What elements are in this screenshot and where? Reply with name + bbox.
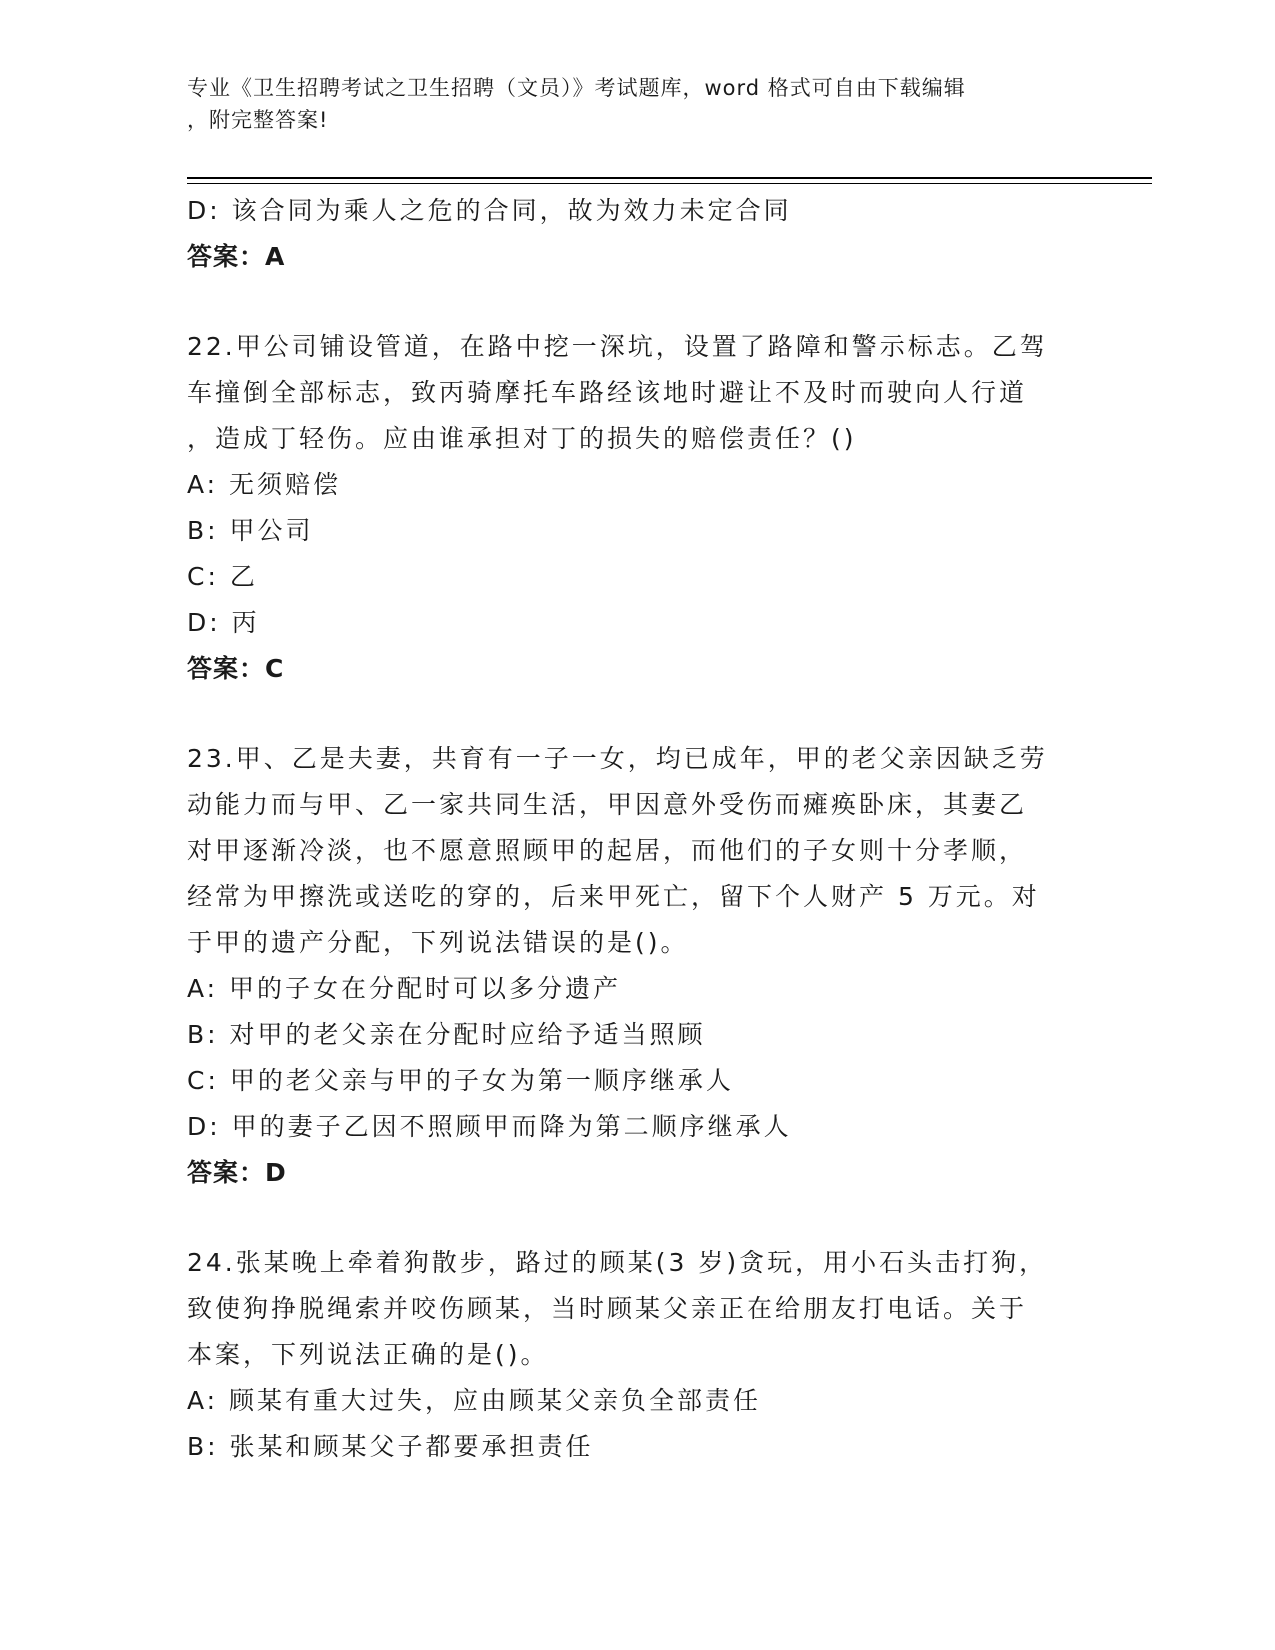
option-a: A: 顾某有重大过失，应由顾某父亲负全部责任 [187, 1386, 762, 1415]
question-text-line: 于甲的遗产分配，下列说法错误的是()。 [187, 928, 689, 957]
option-d: D: 该合同为乘人之危的合同，故为效力未定合同 [187, 196, 792, 225]
spacer [187, 692, 1087, 736]
question-text-line: 23.甲、乙是夫妻，共育有一子一女，均已成年，甲的老父亲因缺乏劳 [187, 744, 1048, 773]
document-header [187, 72, 1087, 136]
question-22 [187, 324, 1087, 692]
question-text-line: 24.张某晚上牵着狗散步，路过的顾某(3 岁)贪玩，用小石头击打狗， [187, 1248, 1048, 1277]
option-b: B: 对甲的老父亲在分配时应给予适当照顾 [187, 1020, 706, 1049]
question-text-line: 车撞倒全部标志，致丙骑摩托车路经该地时避让不及时而驶向人行道 [187, 378, 1028, 407]
question-text-line: ，造成丁轻伤。应由谁承担对丁的损失的赔偿责任？() [187, 424, 857, 453]
option-b: B: 甲公司 [187, 516, 314, 545]
question-text-line: 22.甲公司铺设管道，在路中挖一深坑，设置了路障和警示标志。乙驾 [187, 332, 1048, 361]
question-text-line: 对甲逐渐冷淡，也不愿意照顾甲的起居，而他们的子女则十分孝顺， [187, 836, 1028, 865]
question-list [187, 188, 1087, 1470]
question-text-line: 本案，下列说法正确的是()。 [187, 1340, 549, 1369]
question-text-line: 致使狗挣脱绳索并咬伤顾某，当时顾某父亲正在给朋友打电话。关于 [187, 1294, 1028, 1323]
answer-label: 答案：C [187, 654, 285, 683]
option-d: D: 甲的妻子乙因不照顾甲而降为第二顺序继承人 [187, 1112, 792, 1141]
header-divider-thick [187, 177, 1152, 179]
header-divider-thin [187, 183, 1152, 184]
option-c: C: 乙 [187, 562, 258, 591]
header-line-2: ，附完整答案! [187, 108, 329, 132]
spacer [187, 1196, 1087, 1240]
option-a: A: 甲的子女在分配时可以多分遗产 [187, 974, 622, 1003]
answer-label: 答案：A [187, 242, 286, 271]
option-b: B: 张某和顾某父子都要承担责任 [187, 1432, 594, 1461]
spacer [187, 280, 1087, 324]
question-23 [187, 736, 1087, 1196]
question-24 [187, 1240, 1087, 1470]
option-c: C: 甲的老父亲与甲的子女为第一顺序继承人 [187, 1066, 734, 1095]
question-text-line: 经常为甲擦洗或送吃的穿的，后来甲死亡，留下个人财产 5 万元。对 [187, 882, 1040, 911]
option-a: A: 无须赔偿 [187, 470, 342, 499]
answer-label: 答案：D [187, 1158, 287, 1187]
question-text-line: 动能力而与甲、乙一家共同生活，甲因意外受伤而瘫痪卧床，其妻乙 [187, 790, 1028, 819]
header-line-1: 专业《卫生招聘考试之卫生招聘（文员）》考试题库，word 格式可自由下载编辑 [187, 76, 966, 100]
option-d: D: 丙 [187, 608, 260, 637]
